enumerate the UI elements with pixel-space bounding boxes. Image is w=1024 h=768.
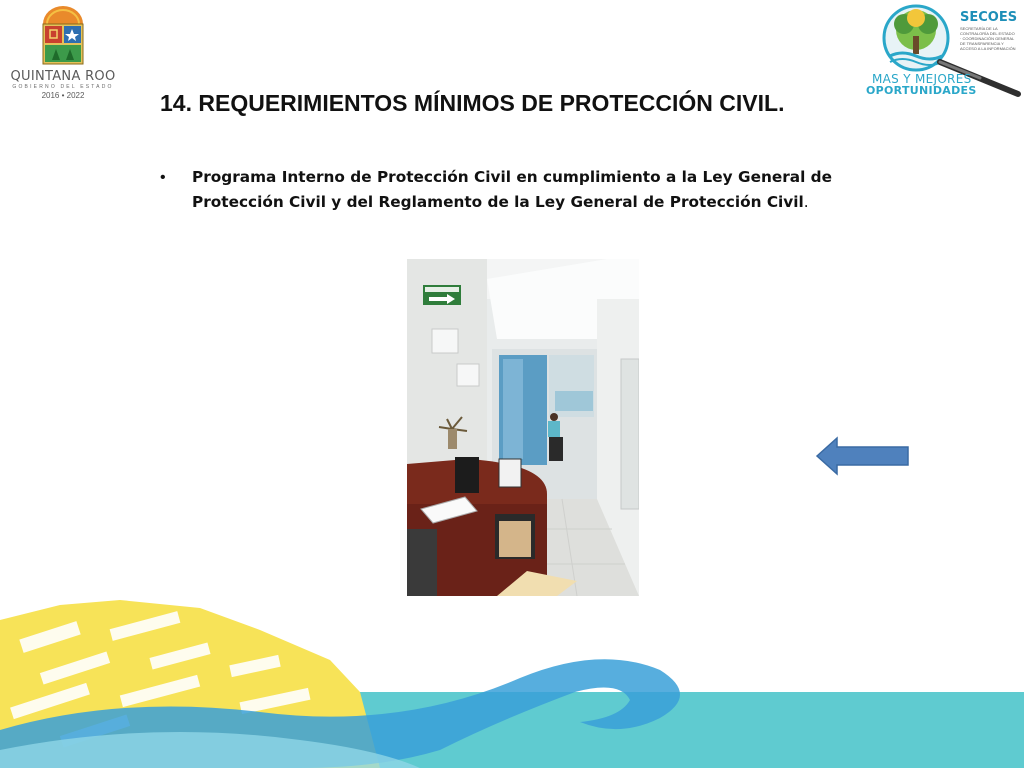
bullet-text-block <box>192 165 832 215</box>
bullet-text: Programa Interno de Protección Civil en cumplimiento a la Ley General de Protección Civil y del Reglamento de la Ley General de Protección Civil <box>192 168 832 211</box>
slide-title: 14. REQUERIMIENTOS MÍNIMOS DE PROTECCIÓN CIVIL. <box>160 90 785 116</box>
bullet-item <box>160 165 832 215</box>
left-arrow-icon[interactable] <box>815 436 910 476</box>
government-label: GOBIERNO DEL ESTADO <box>12 84 114 90</box>
bullet-period: . <box>803 193 809 211</box>
state-name: QUINTANA ROO <box>10 69 116 84</box>
administration-years: 2016 • 2022 <box>41 91 85 100</box>
tagline-line-1: MAS Y MEJORES <box>872 72 972 86</box>
secoes-logo <box>860 0 1024 105</box>
tagline-line-2: OPORTUNIDADES <box>866 84 977 97</box>
quintana-roo-logo <box>8 6 118 106</box>
secoes-name: SECOES <box>960 10 1018 25</box>
office-photo <box>407 259 639 596</box>
coat-of-arms-icon <box>38 6 88 68</box>
secoes-subtitle: SECRETARÍA DE LA CONTRALORÍA DEL ESTADO · COORDINACIÓN GENERAL DE TRANSPARENCIA Y ACCESO A LA INFORMACIÓN <box>960 26 1016 51</box>
bullet-marker: • <box>160 169 166 186</box>
footer-decoration <box>0 600 1024 768</box>
